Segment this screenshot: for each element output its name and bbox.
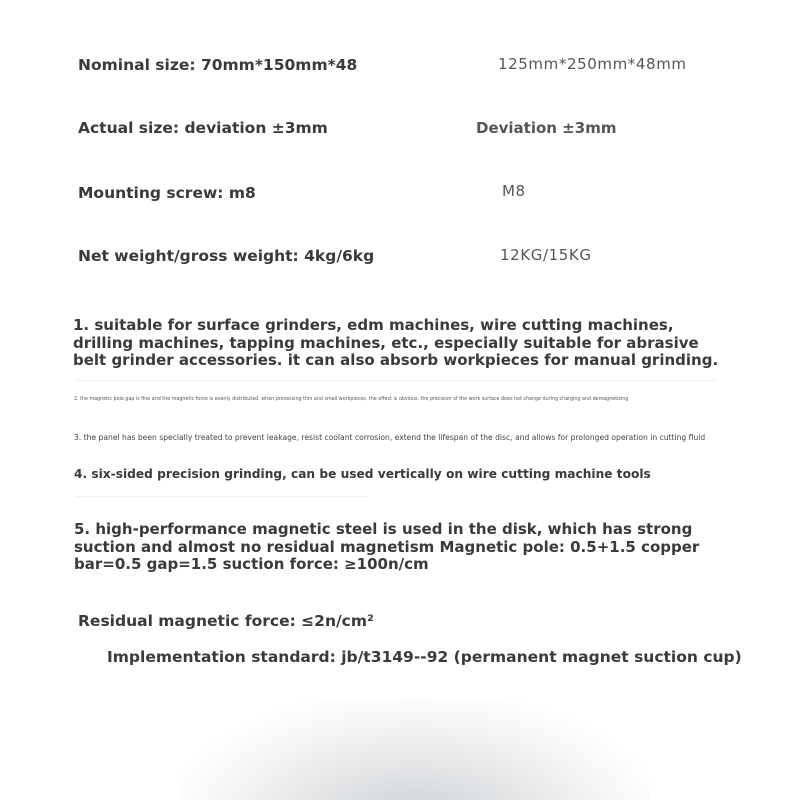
implementation-standard: Implementation standard: jb/t3149--92 (permanent magnet suction cup) bbox=[107, 648, 742, 666]
feature-item-1: 1. suitable for surface grinders, edm machines, wire cutting machines, drilling machines, tapping machines, etc., especially suitable for abrasive belt grinder accessories. it can also absorb workpieces for manual grinding. bbox=[73, 316, 719, 369]
spec-nominal-size-value: 125mm*250mm*48mm bbox=[498, 55, 687, 73]
spec-nominal-size-label: Nominal size: 70mm*150mm*48 bbox=[78, 56, 358, 74]
spec-actual-size-value: Deviation ±3mm bbox=[476, 119, 617, 137]
spec-weight-value: 12KG/15KG bbox=[500, 246, 592, 264]
spec-mounting-screw-label: Mounting screw: m8 bbox=[78, 184, 256, 202]
product-image-fade bbox=[180, 700, 650, 800]
spec-weight-label: Net weight/gross weight: 4kg/6kg bbox=[78, 247, 375, 265]
divider bbox=[76, 496, 366, 497]
feature-item-2: 2. the magnetic pole gap is fine and the magnetic force is evenly distributed. when processing thin and small workpieces, the effect is obvious. the precision of the work surface does not change during charging and demagnetizing bbox=[74, 397, 629, 402]
feature-item-5: 5. high-performance magnetic steel is used in the disk, which has strong suction and almost no residual magnetism Magnetic pole: 0.5+1.5 copper bar=0.5 gap=1.5 suction force: ≥100n/cm bbox=[74, 520, 700, 573]
spec-actual-size-label: Actual size: deviation ±3mm bbox=[78, 119, 328, 137]
spec-mounting-screw-value: M8 bbox=[502, 182, 526, 200]
feature-item-3: 3. the panel has been specially treated to prevent leakage, resist coolant corrosion, extend the lifespan of the disc, and allows for prolonged operation in cutting fluid bbox=[74, 433, 706, 442]
divider bbox=[76, 380, 716, 381]
residual-magnetic-force: Residual magnetic force: ≤2n/cm² bbox=[78, 612, 374, 630]
feature-item-4: 4. six-sided precision grinding, can be used vertically on wire cutting machine tools bbox=[74, 467, 651, 481]
